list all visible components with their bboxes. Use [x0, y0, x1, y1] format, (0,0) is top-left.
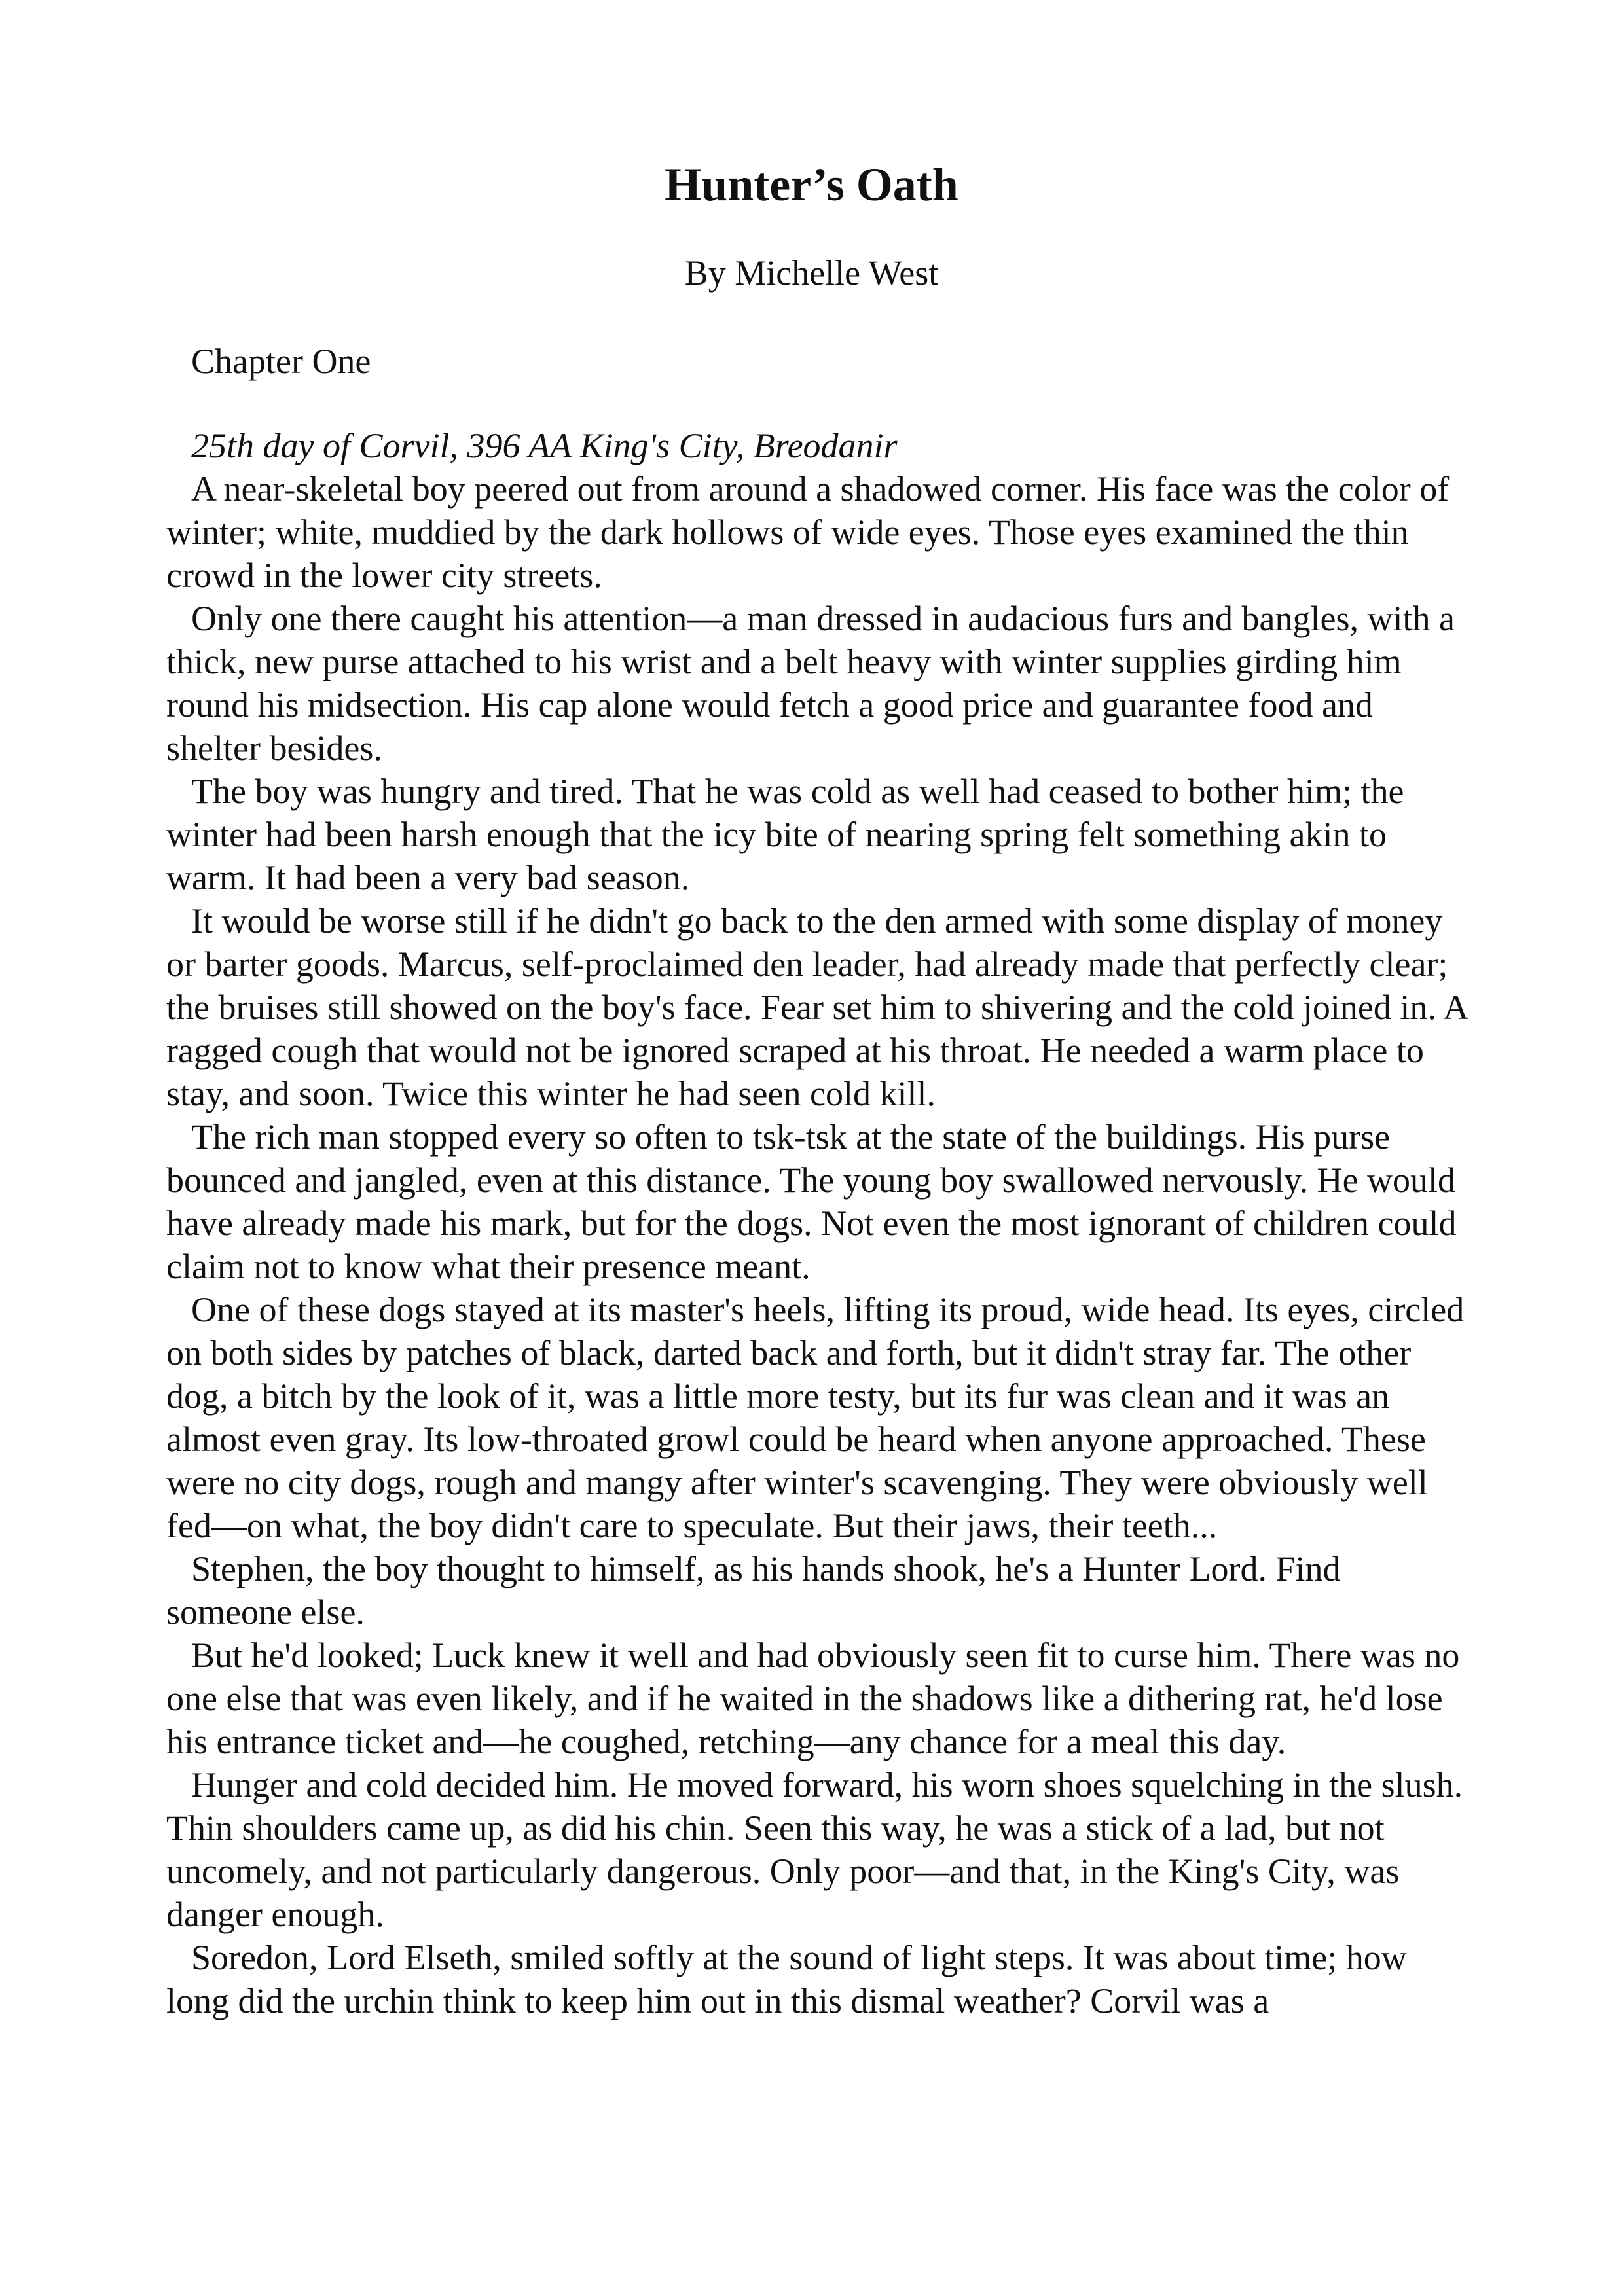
paragraph: A near-skeletal boy peered out from around a shadowed corner. His face was the color of winter; white, muddied by the dark hollows of wide eyes. Those eyes examined the thin crowd in the lower city streets. [166, 469, 1450, 595]
paragraph: Stephen, the boy thought to himself, as his hands shook, he's a Hunter Lord. Find someone else. [166, 1549, 1341, 1632]
paragraph: The boy was hungry and tired. That he was cold as well had ceased to bother him; the winter had been harsh enough that the icy bite of nearing spring felt something akin to warm. It had been a very bad season. [166, 772, 1404, 897]
paragraph: One of these dogs stayed at its master's heels, lifting its proud, wide head. Its eyes, circled on both sides by patches of black, darted back and forth, but it didn't stray far. The other dog, a bitch by the look of it, was a little more testy, but its fur was clean and it was an almost even gray. Its low-throated growl could be heard when anyone approached. These were no city dogs, rough and mangy after winter's scavenging. They were obviously well fed—on what, the boy didn't care to speculate. But their jaws, their teeth... [166, 1290, 1465, 1545]
paragraph: The rich man stopped every so often to tsk-tsk at the state of the buildings. His purse bounced and jangled, even at this distance. The young boy swallowed nervously. He would have already made his mark, but for the dogs. Not even the most ignorant of children could claim not to know what their presence meant. [166, 1117, 1457, 1286]
paragraph: But he'd looked; Luck knew it well and had obviously seen fit to curse him. There was no one else that was even likely, and if he waited in the shadows like a dithering rat, he'd lose his entrance ticket and—he coughed, retching—any chance for a meal this day. [166, 1636, 1460, 1761]
paragraph: It would be worse still if he didn't go back to the den armed with some display of money or barter goods. Marcus, self-proclaimed den leader, had already made that perfectly clear; the bruises still showed on the boy's face. Fear set him to shivering and the cold joined in. A ragged cough that would not be ignored scraped at his throat. He needed a warm place to stay, and soon. Twice this winter he had seen cold kill. [166, 901, 1467, 1113]
body-text [166, 424, 1469, 2022]
paragraph: Hunger and cold decided him. He moved forward, his worn shoes squelching in the slush. Thin shoulders came up, as did his chin. Seen this way, he was a stick of a lad, but not uncomely, and not particularly dangerous. Only poor—and that, in the King's City, was danger enough. [166, 1765, 1463, 1934]
dateline: 25th day of Corvil, 396 AA King's City, Breodanir [191, 426, 898, 465]
paragraph: Soredon, Lord Elseth, smiled softly at the sound of light steps. It was about time; how long did the urchin think to keep him out in this dismal weather? Corvil was a [166, 1938, 1407, 2020]
paragraph: Only one there caught his attention—a man dressed in audacious furs and bangles, with a thick, new purse attached to his wrist and a belt heavy with winter supplies girding him round his midsection. His cap alone would fetch a good price and guarantee food and shelter besides. [166, 599, 1455, 768]
story-title: Hunter’s Oath [665, 158, 958, 211]
author-byline: By Michelle West [684, 253, 939, 293]
chapter-heading: Chapter One [191, 342, 371, 381]
